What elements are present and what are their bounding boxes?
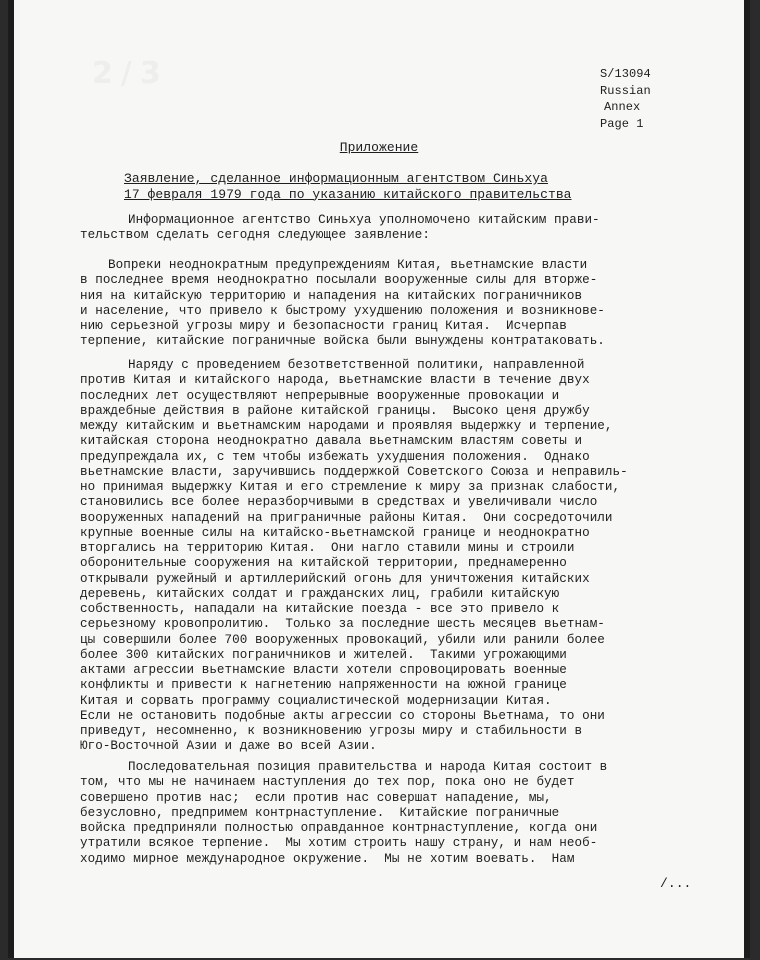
page-watermark: 2/3: [92, 56, 169, 91]
document-page-number: Page 1: [600, 116, 644, 131]
text-line: конфликты и привести к нагнетению напряженности на южной границе: [80, 678, 567, 693]
text-line: в последнее время неоднократно посылали вооруженные силы для вторже-: [80, 273, 598, 288]
text-line: Наряду с проведением безответственной политики, направленной: [128, 358, 585, 372]
document-symbol: S/13094: [600, 67, 651, 81]
text-line: китайская сторона неоднократно давала вьетнамским властям советы и: [80, 434, 583, 449]
text-line: вторгались на территорию Китая. Они нагло ставили мины и строили: [80, 541, 575, 555]
text-line: против Китая и китайского народа, вьетнамские власти в течение двух: [80, 373, 590, 388]
document-annex: Annex: [604, 100, 641, 114]
text-line: предупреждала их, с тем чтобы избежать ухудшения положения. Однако: [80, 449, 590, 464]
text-line: но принимая выдержку Китая и его стремление к миру за признак слабости,: [80, 480, 621, 494]
text-line: войска предприняли полностью оправданное контрнаступление, когда они: [80, 821, 598, 835]
text-line: приведут, несомненно, к возникновению угрозы миру и стабильности в: [80, 724, 583, 738]
text-line: утратили всякое терпение. Мы хотим строить нашу страну, и нам необ-: [80, 836, 598, 851]
text-line: оборонительные сооружения на китайской территории, преднамеренно: [80, 556, 567, 571]
continuation-marker: /...: [660, 876, 692, 891]
text-line: последних лет осуществляют непрерывные вооруженные провокации и: [80, 388, 560, 403]
text-line: совершено против нас; если против нас совершат нападение, мы,: [80, 790, 552, 805]
text-line: цы совершили более 700 вооруженных провокаций, убили или ранили более: [80, 632, 605, 647]
text-line: Юго-Восточной Азии и даже во всей Азии.: [80, 739, 377, 754]
statement-title-line: Заявление, сделанное информационным агентством Синьхуа: [124, 171, 548, 186]
text-line: вооруженных нападений на приграничные районы Китая. Они сосредоточили: [80, 510, 613, 525]
paragraph-intro: [80, 213, 720, 244]
text-line: и население, что привело к быстрому ухудшению положения и возникнове-: [80, 303, 605, 318]
statement-title: [124, 171, 572, 202]
text-line: Вопреки неоднократным предупреждениям Китая, вьетнамские власти: [108, 258, 588, 272]
text-line: собственность, нападали на китайские поезда - все это привело к: [80, 602, 560, 616]
text-line: Информационное агентство Синьхуа уполномочено китайским прави-: [128, 213, 600, 227]
text-line: том, что мы не начинаем наступления до тех пор, пока оно не будет: [80, 775, 575, 790]
document-language: Russian: [600, 83, 651, 98]
document-reference: [600, 66, 651, 132]
text-line: враждебные действия в районе китайской границы. Высоко ценя дружбу: [80, 403, 590, 418]
text-line: ния на китайскую территорию и нападения на китайских пограничников: [80, 288, 583, 303]
paragraph-warnings: [80, 258, 720, 350]
text-line: Последовательная позиция правительства и народа Китая состоит в: [128, 760, 608, 774]
text-line: серьезному кровопролитию. Только за последние шесть месяцев вьетнам-: [80, 617, 605, 632]
text-line: Если не остановить подобные акты агрессии со стороны Вьетнама, то они: [80, 708, 605, 723]
text-line: деревень, китайских солдат и гражданских лиц, грабили китайскую: [80, 586, 560, 601]
text-line: актами агрессии вьетнамские власти хотели спровоцировать военные: [80, 663, 567, 677]
text-line: более 300 китайских пограничников и жителей. Такими угрожающими: [80, 647, 567, 662]
text-line: безусловно, предпримем контрнаступление. Китайские пограничные: [80, 805, 560, 820]
document-page: [8, 0, 750, 958]
paragraph-position: [80, 760, 720, 867]
text-line: становились все более неразборчивыми в средствах и увеличивали число: [80, 495, 598, 510]
text-line: между китайским и вьетнамским народами и проявляя выдержку и терпение,: [80, 419, 613, 433]
text-line: Китая и сорвать программу социалистической модернизации Китая.: [80, 693, 552, 708]
text-line: нию серьезной угрозы миру и безопасности границ Китая. Исчерпав: [80, 319, 567, 333]
text-line: открывали ружейный и артиллерийский огонь для уничтожения китайских: [80, 571, 590, 586]
text-line: крупные военные силы на китайско-вьетнамской границе и неоднократно: [80, 525, 590, 540]
text-line: терпение, китайские пограничные войска были вынуждены контратаковать.: [80, 334, 605, 349]
text-line: вьетнамские власти, заручившись поддержкой Советского Союза и неправиль-: [80, 464, 628, 479]
text-line: тельством сделать сегодня следующее заявление:: [80, 228, 430, 243]
annex-heading: Приложение: [339, 140, 419, 155]
paragraph-provocations: [80, 358, 720, 755]
text-line: ходимо мирное международное окружение. Мы не хотим воевать. Нам: [80, 851, 575, 866]
statement-title-line: 17 февраля 1979 года по указанию китайского правительства: [124, 186, 572, 202]
